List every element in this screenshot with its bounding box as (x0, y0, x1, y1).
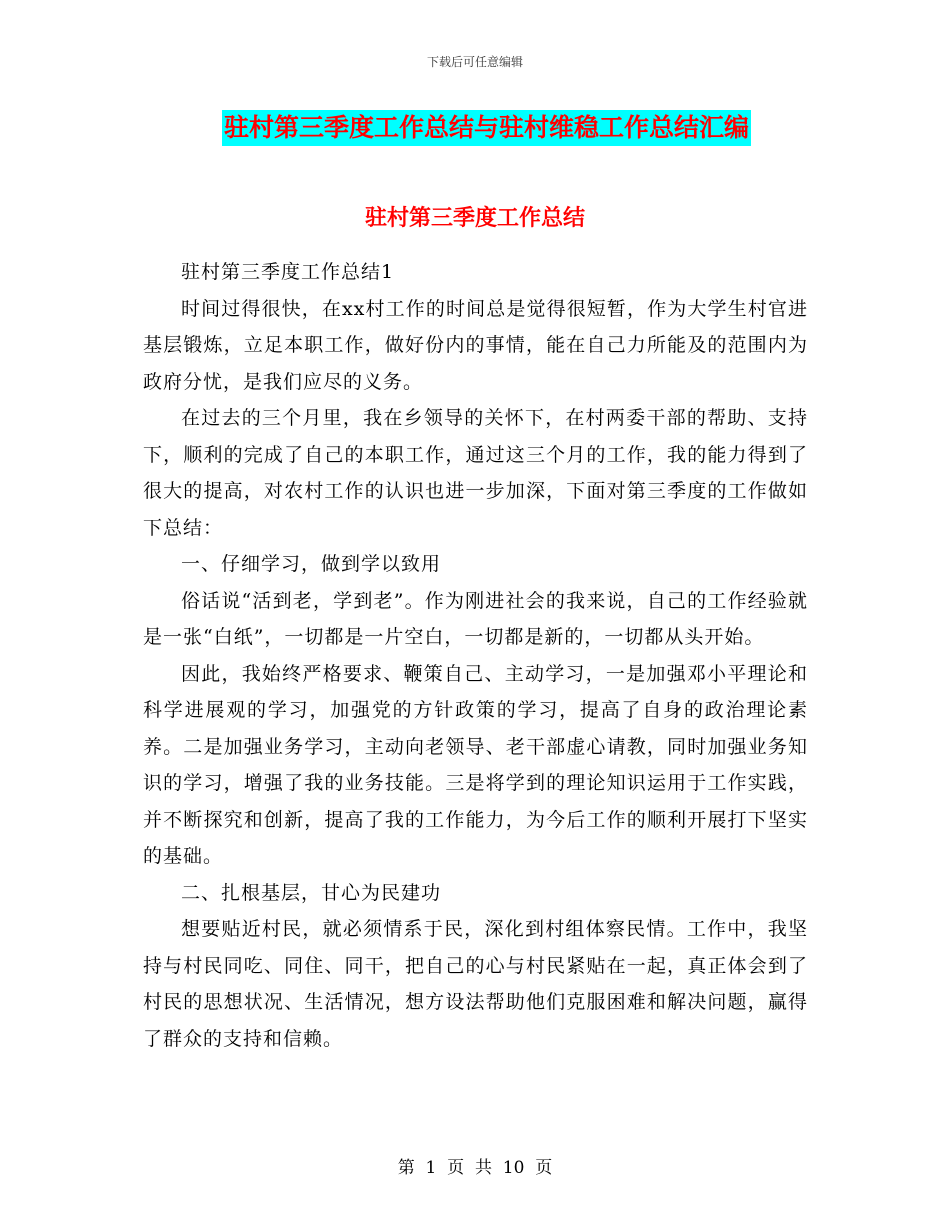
paragraph: 时间过得很快，在xx村工作的时间总是觉得很短暂，作为大学生村官进基层锻炼，立足本职工作，做好份内的事情，能在自己力所能及的范围内为政府分忧，是我们应尽的义务。 (143, 297, 808, 393)
paragraph: 二、扎根基层，甘心为民建功 (181, 881, 442, 904)
document-body (143, 220, 808, 1057)
page-number: 第 1 页 共 10 页 (397, 1158, 553, 1178)
paragraph: 想要贴近村民，就必须情系于民，深化到村组体察民情。工作中，我坚持与村民同吃、同住、同干，把自己的心与村民紧贴在一起，真正体会到了村民的思想状况、生活情况，想方设法帮助他们克服困难和解决问题，赢得了群众的支持和信赖。 (143, 918, 808, 1050)
paragraph: 一、仔细学习，做到学以致用 (181, 553, 442, 575)
paragraph: 在过去的三个月里，我在乡领导的关怀下，在村两委干部的帮助、支持下，顺利的完成了自己的本职工作，通过这三个月的工作，我的能力得到了很大的提高，对农村工作的认识也进一步加深，下面对第三季度的工作做如下总结： (143, 407, 808, 539)
paragraph: 因此，我始终严格要求、鞭策自己、主动学习，一是加强邓小平理论和科学进展观的学习，加强党的方针政策的学习，提高了自身的政治理论素养。二是加强业务学习，主动向老领导、老干部虚心请教，同时加强业务知识的学习，增强了我的业务技能。三是将学到的理论知识运用于工作实践，并不断探究和创新，提高了我的工作能力，为今后工作的顺利开展打下坚实的基础。 (143, 662, 808, 867)
header-note: 下载后可任意编辑 (426, 55, 523, 69)
document-title: 驻村第三季度工作总结与驻村维稳工作总结汇编 (222, 110, 751, 146)
section-title: 驻村第三季度工作总结 (364, 205, 585, 231)
paragraph: 驻村第三季度工作总结1 (181, 261, 395, 283)
paragraph: 俗话说“活到老，学到老”。作为刚进社会的我来说，自己的工作经验就是一张“白纸”，一切都是一片空白，一切都是新的，一切都从头开始。 (143, 589, 808, 648)
